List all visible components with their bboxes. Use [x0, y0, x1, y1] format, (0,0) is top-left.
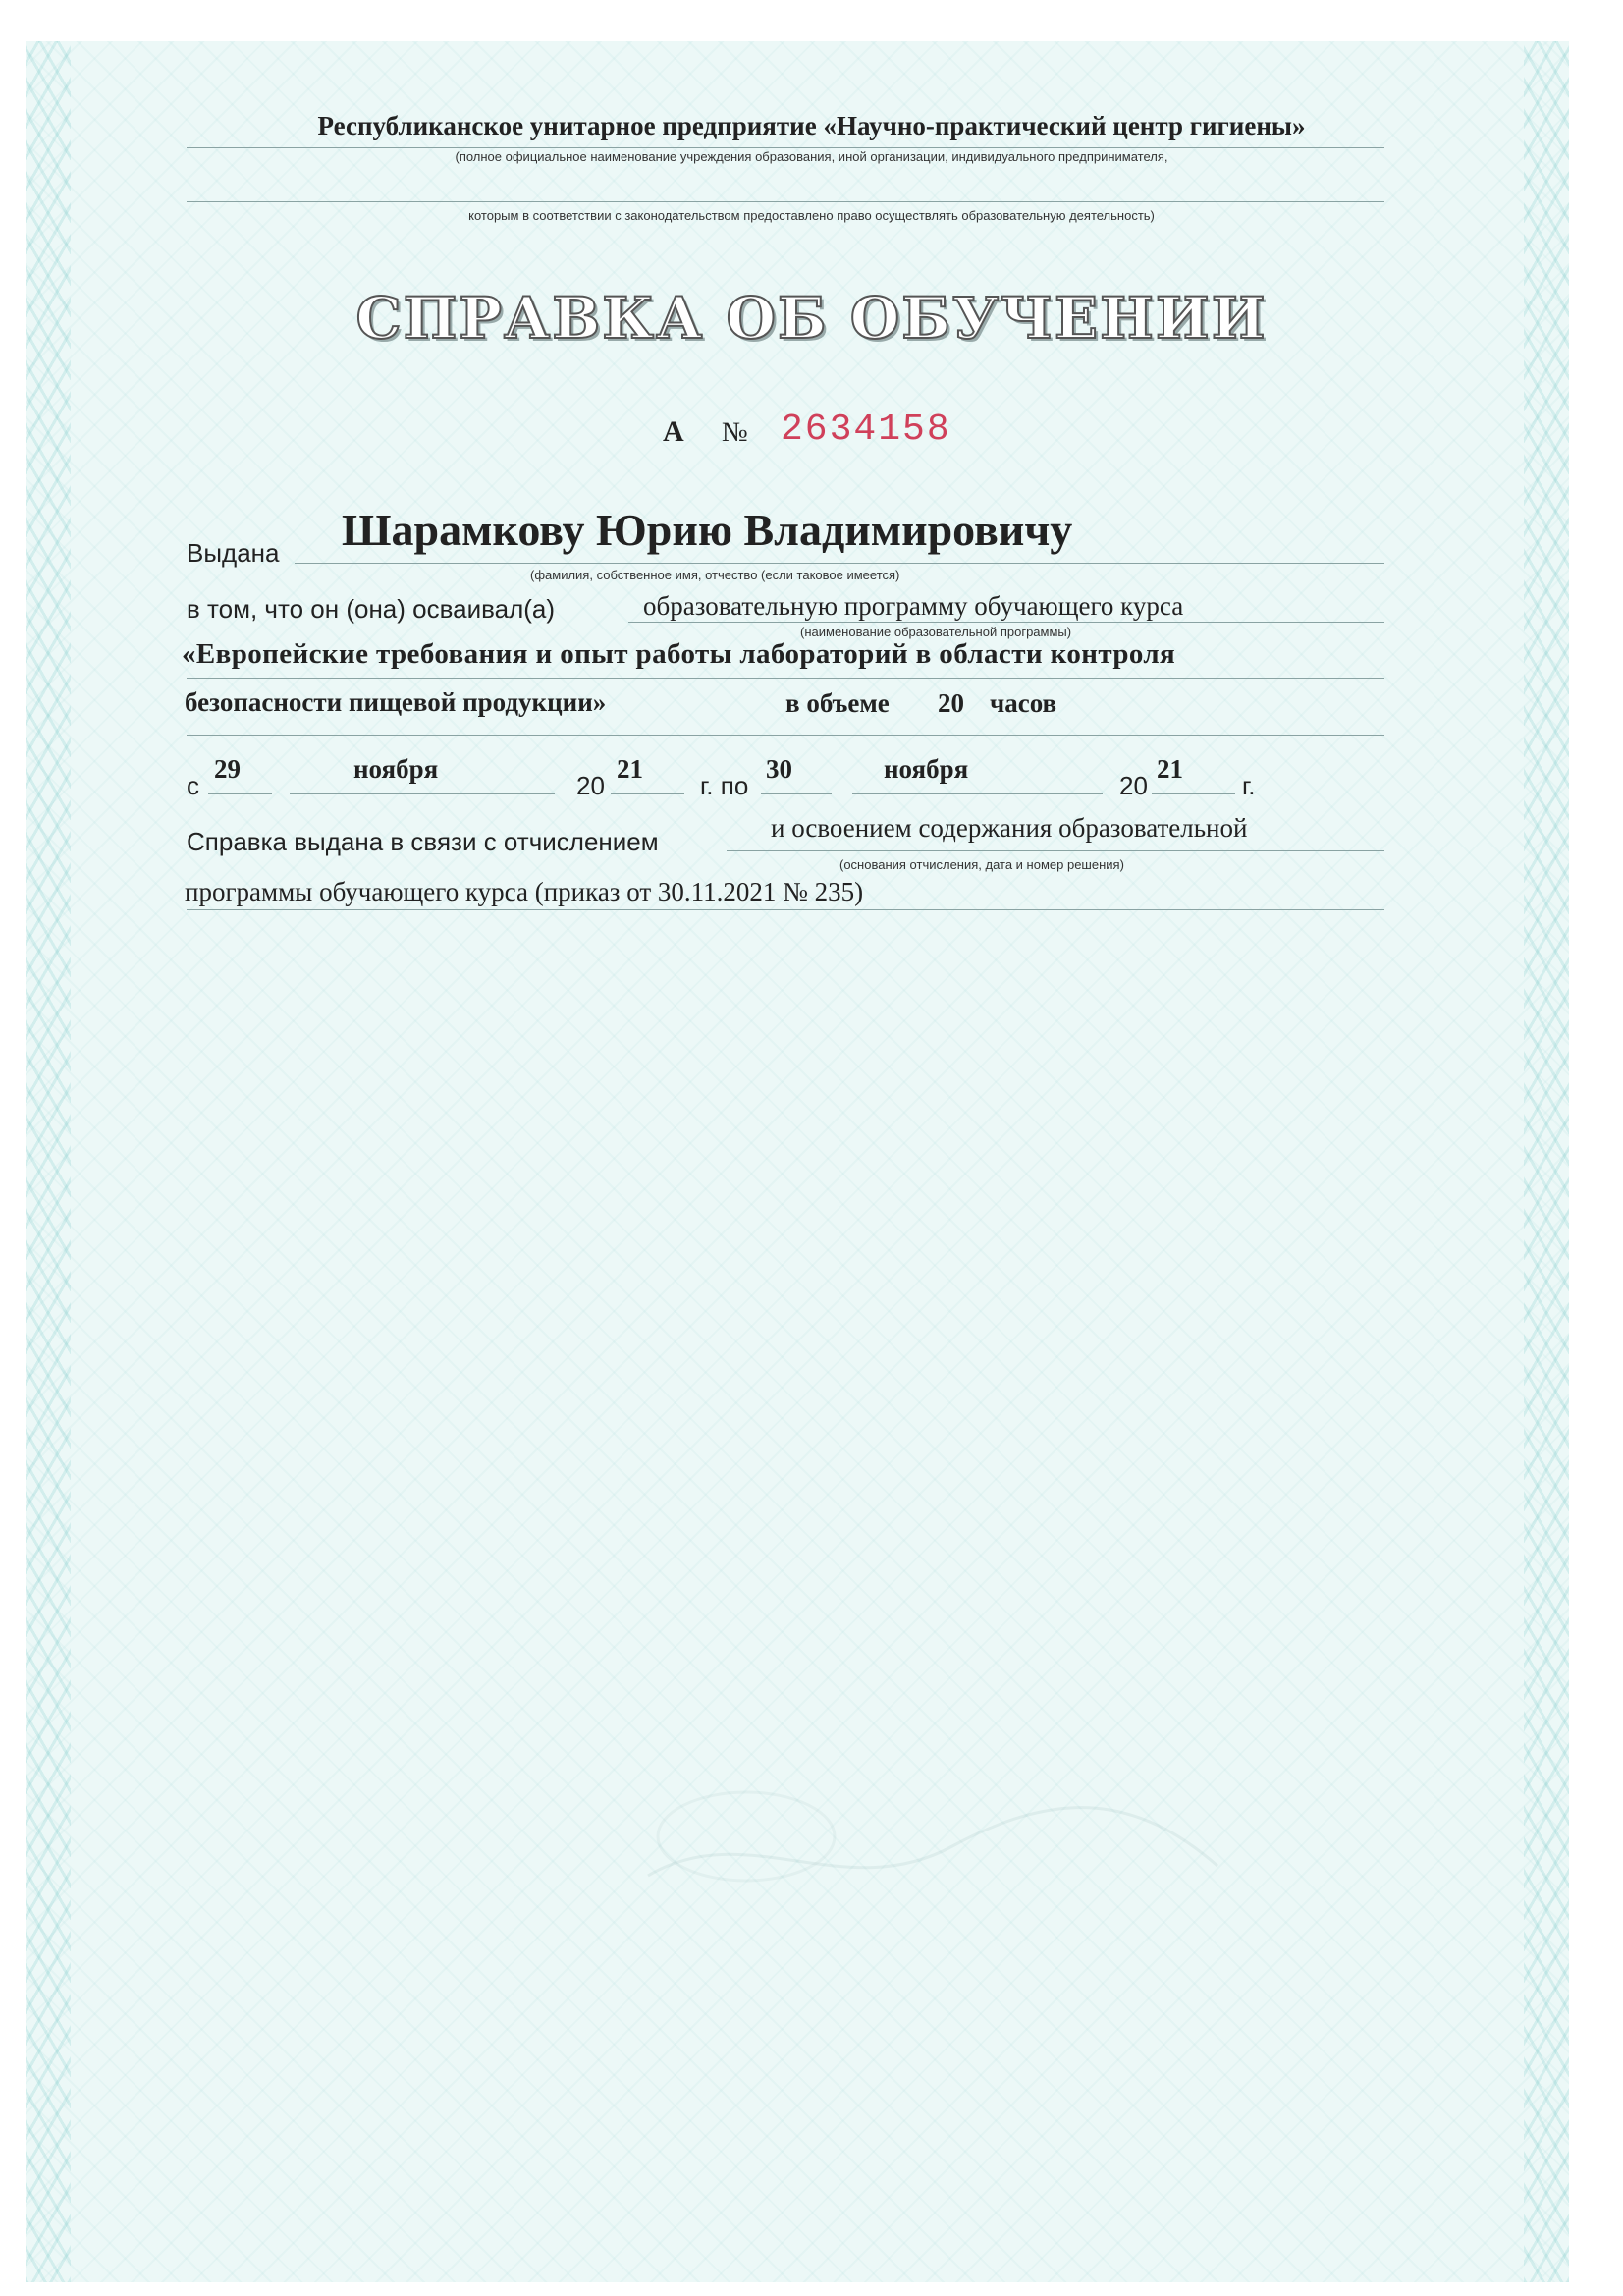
recipient-name: Шарамкову Юрию Владимировичу [342, 505, 1073, 555]
recipient-hint: (фамилия, собственное имя, отчество (если таковое имеется) [530, 568, 900, 582]
organization-hint-line2: которым в соответствии с законодательством предоставлено право осуществлять образовательную деятельность) [468, 208, 1155, 223]
from-day-rule [208, 793, 272, 794]
period-from-day: 29 [214, 754, 241, 784]
program-hint: (наименование образовательной программы) [800, 625, 1072, 639]
issued-to-label: Выдана [187, 538, 280, 568]
period-from-year-suffix: 21 [617, 754, 643, 784]
faint-signature-mark [628, 1758, 1414, 1944]
volume-hours: 20 [938, 688, 964, 718]
from-year-rule [611, 793, 684, 794]
period-to-year-prefix: 20 [1119, 771, 1148, 800]
program-title-line1: «Европейские требования и опыт работы лабораторий в области контроля [182, 638, 1176, 670]
volume-unit: часов [990, 688, 1057, 718]
program-rule [628, 622, 1384, 623]
certificate-sheet [26, 41, 1569, 2282]
organization-name: Республиканское унитарное предприятие «Научно-практический центр гигиены» [317, 111, 1306, 140]
to-month-rule [852, 793, 1103, 794]
reason-hint: (основания отчисления, дата и номер решения) [839, 857, 1124, 872]
from-month-rule [290, 793, 555, 794]
to-year-rule [1152, 793, 1235, 794]
to-day-rule [761, 793, 832, 794]
period-from-label: с [187, 771, 199, 800]
reason-rule2 [187, 909, 1384, 910]
period-year-end: г. [1242, 771, 1256, 800]
volume-label: в объеме [785, 688, 890, 718]
security-border-left [26, 41, 71, 2282]
reason-value-line2: программы обучающего курса (приказ от 30.11.2021 № 235) [185, 877, 864, 906]
period-to-day: 30 [766, 754, 792, 784]
security-border-right [1524, 41, 1569, 2282]
org-blank-rule [187, 201, 1384, 202]
series-letter: А [663, 415, 684, 448]
program-title-line2: безопасности пищевой продукции» [185, 687, 607, 717]
period-from-year-prefix: 20 [576, 771, 605, 800]
program-label: в том, что он (она) осваивал(а) [187, 594, 556, 624]
period-to-year-suffix: 21 [1157, 754, 1183, 784]
reason-rule1 [727, 850, 1384, 851]
program-title-rule2 [187, 735, 1384, 736]
org-name-rule [187, 147, 1384, 148]
document-title: СПРАВКА ОБ ОБУЧЕНИИ [355, 285, 1268, 352]
period-to-label: г. по [700, 771, 749, 800]
period-to-month: ноября [884, 754, 969, 784]
serial-number: 2634158 [781, 409, 951, 451]
recipient-rule [295, 563, 1384, 564]
program-value: образовательную программу обучающего курса [643, 591, 1184, 621]
reverse-side-show-through [628, 1758, 1414, 1944]
number-sign: № [722, 417, 748, 448]
reason-label: Справка выдана в связи с отчислением [187, 827, 659, 856]
organization-hint-line1: (полное официальное наименование учреждения образования, иной организации, индивидуального предпринимателя, [455, 149, 1168, 164]
period-from-month: ноября [353, 754, 439, 784]
program-title-rule1 [187, 678, 1384, 679]
reason-value-line1: и освоением содержания образовательной [771, 813, 1248, 843]
